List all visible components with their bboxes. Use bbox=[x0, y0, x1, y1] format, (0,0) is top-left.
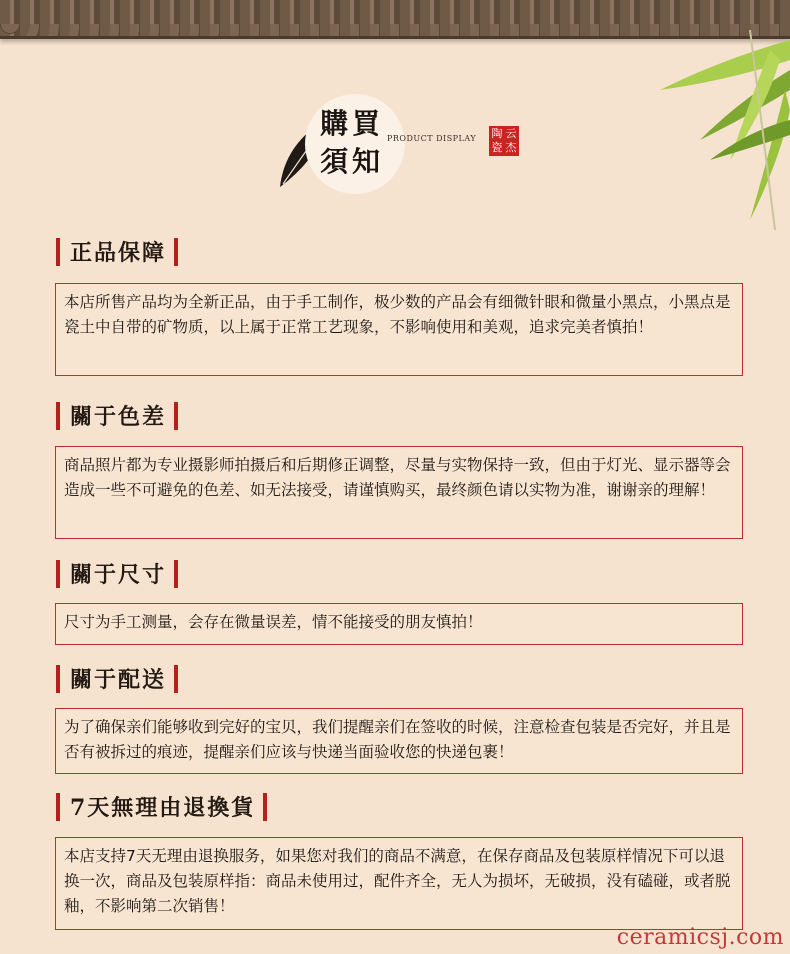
bamboo-leaves-decoration bbox=[600, 30, 790, 230]
section-title-text: 關于配送 bbox=[70, 667, 167, 693]
section-title-text: 關于色差 bbox=[70, 404, 167, 430]
site-watermark: ceramicsj.com bbox=[616, 925, 784, 950]
section-box-return: 本店支持7天无理由退换服务，如果您对我们的商品不满意，在保存商品及包装原样情况下可以退换一次，商品及包装原样指：商品未使用过，配件齐全，无人为损坏，无破损，没有磕碰，或者脱釉，不影响第二次销售！ bbox=[55, 837, 743, 930]
title-bar-right bbox=[263, 793, 267, 821]
section-box-size: 尺寸为手工测量，会存在微量误差，情不能接受的朋友慎拍！ bbox=[55, 603, 743, 645]
section-title-size bbox=[56, 558, 178, 589]
section-title-color bbox=[56, 400, 178, 431]
title-bar-right bbox=[174, 560, 178, 588]
header-title-line1: 購買 bbox=[320, 107, 385, 140]
product-display-label: PRODUCT DISPLAY bbox=[387, 134, 477, 143]
header-title-line2: 須知 bbox=[320, 145, 385, 178]
seal-char: 云 bbox=[505, 127, 517, 140]
section-title-return bbox=[56, 791, 267, 822]
section-title-authentic bbox=[56, 236, 178, 267]
title-bar-right bbox=[174, 238, 178, 266]
red-seal-stamp bbox=[489, 126, 519, 156]
purchase-notice-header bbox=[275, 92, 535, 202]
title-bar-right bbox=[174, 665, 178, 693]
section-box-color: 商品照片都为专业摄影师拍摄后和后期修正调整，尽量与实物保持一致，但由于灯光、显示器等会造成一些不可避免的色差、如无法接受，请谨慎购买，最终颜色请以实物为准，谢谢亲的理解！ bbox=[55, 446, 743, 539]
seal-char: 瓷 bbox=[491, 141, 503, 154]
section-box-authentic: 本店所售产品均为全新正品，由于手工制作，极少数的产品会有细微针眼和微量小黑点，小黑点是瓷土中自带的矿物质，以上属于正常工艺现象，不影响使用和美观，追求完美者慎拍！ bbox=[55, 283, 743, 376]
section-title-delivery bbox=[56, 663, 178, 694]
title-bar-right bbox=[174, 402, 178, 430]
section-box-delivery: 为了确保亲们能够收到完好的宝贝，我们提醒亲们在签收的时候，注意检查包装是否完好，并且是否有被拆过的痕迹，提醒亲们应该与快递当面验收您的快递包裹！ bbox=[55, 708, 743, 774]
section-title-text: 7天無理由退換貨 bbox=[70, 795, 256, 821]
seal-char: 杰 bbox=[505, 141, 517, 154]
section-title-text: 關于尺寸 bbox=[70, 562, 167, 588]
seal-char: 陶 bbox=[491, 127, 503, 140]
section-title-text: 正品保障 bbox=[70, 240, 167, 266]
